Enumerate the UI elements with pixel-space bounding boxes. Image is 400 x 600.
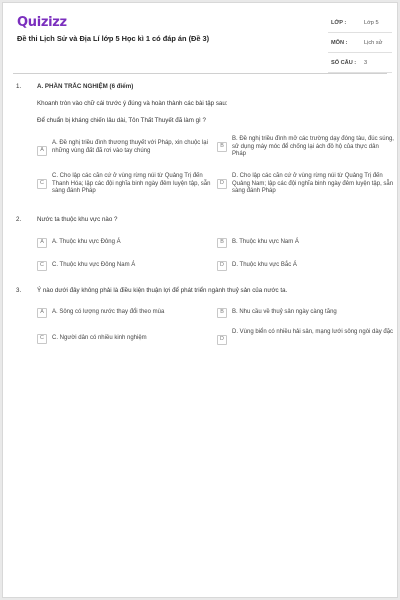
option-text: A. Sông có lượng nước thay đổi theo mùa <box>52 309 165 315</box>
option-a[interactable] <box>37 140 214 156</box>
option-letter: B <box>217 308 227 318</box>
section-title: A. PHẦN TRẮC NGHIỆM (6 điểm) <box>37 83 134 90</box>
worksheet-page <box>2 2 398 598</box>
meta-row-subject <box>328 33 392 53</box>
question-number: 3. <box>16 287 22 294</box>
option-letter: D <box>217 261 227 271</box>
meta-value: Lớp 5 <box>364 19 379 26</box>
option-b[interactable] <box>217 136 394 159</box>
option-d[interactable] <box>217 173 394 196</box>
meta-value: 3 <box>364 59 368 66</box>
option-text: B. Đề nghị triều đình mở các trường dạy đóng tàu, đúc súng, sử dụng máy móc để chống lại ách đô hộ của thực dân Pháp <box>232 136 394 158</box>
meta-row-count <box>328 53 392 73</box>
option-text: B. Nhu cầu về thuỷ sản ngày càng tăng <box>232 309 337 315</box>
option-c[interactable] <box>37 173 214 196</box>
option-d[interactable] <box>217 260 394 271</box>
option-text: A. Đề nghị triều đình thương thuyết với Pháp, xin chuộc lại những vùng đất đã rơi vào tay chúng <box>52 140 208 154</box>
option-letter: D <box>217 179 227 189</box>
option-b[interactable] <box>217 237 394 248</box>
option-text: D. Thuộc khu vực Bắc Á <box>232 262 297 268</box>
option-text: A. Thuộc khu vực Đông Á <box>52 239 121 245</box>
meta-label: LỚP : <box>331 19 347 26</box>
option-text: D. Vùng biển có nhiều hải sản, mạng lưới sông ngòi dày đặc <box>232 329 394 335</box>
option-text: C. Cho lập các căn cứ ở vùng rừng núi từ Quảng Trị đến Thanh Hóa; lập các đội nghĩa binh ngày đêm luyện tập, sẵn sàng đánh Pháp <box>52 173 211 195</box>
option-letter: A <box>37 238 47 248</box>
question-number: 1. <box>16 83 22 90</box>
option-letter: A <box>37 308 47 318</box>
meta-row-class <box>328 13 392 33</box>
option-text: D. Cho lập các căn cứ ở vùng rừng núi từ Quảng Trị đến Quảng Nam; lập các đội nghĩa binh ngày đêm luyện tập, sẵn sàng đánh Pháp <box>232 173 394 195</box>
option-letter: C <box>37 179 47 189</box>
meta-label: MÔN : <box>331 39 348 46</box>
option-a[interactable] <box>37 307 214 318</box>
option-letter: D <box>217 335 227 345</box>
question-number: 2. <box>16 216 22 223</box>
question-prompt: Nước ta thuộc khu vực nào ? <box>37 216 118 223</box>
document-title: Đề thi Lịch Sử và Địa Lí lớp 5 Học kì 1 có đáp án (Đề 3) <box>17 34 210 43</box>
meta-label: SỐ CÂU : <box>331 59 357 66</box>
option-letter: A <box>37 146 47 156</box>
meta-value: Lịch sử <box>364 39 383 46</box>
instruction-text: Khoanh tròn vào chữ cái trước ý đúng và hoàn thành các bài tập sau: <box>37 100 228 107</box>
option-letter: C <box>37 261 47 271</box>
meta-table <box>328 13 392 73</box>
question-prompt: Ý nào dưới đây không phải là điều kiện thuận lợi để phát triển ngành thuỷ sản của nước ta. <box>37 287 288 294</box>
option-text: C. Thuộc khu vực Đông Nam Á <box>52 262 136 268</box>
option-letter: B <box>217 238 227 248</box>
option-d[interactable] <box>217 329 394 345</box>
option-text: C. Người dân có nhiều kinh nghiệm <box>52 335 147 341</box>
question-prompt: Để chuẩn bị kháng chiến lâu dài, Tôn Thất Thuyết đã làm gì ? <box>37 117 206 124</box>
quizizz-logo: Quizizz <box>17 15 67 30</box>
option-a[interactable] <box>37 237 214 248</box>
option-letter: B <box>217 142 227 152</box>
option-c[interactable] <box>37 333 214 344</box>
header-divider <box>13 73 387 74</box>
option-b[interactable] <box>217 307 394 318</box>
option-text: B. Thuộc khu vực Nam Á <box>232 239 299 245</box>
option-letter: C <box>37 334 47 344</box>
option-c[interactable] <box>37 260 214 271</box>
